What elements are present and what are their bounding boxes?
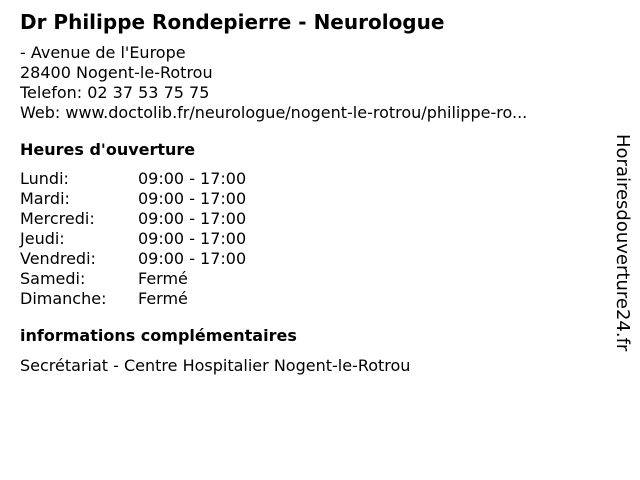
additional-info-heading: informations complémentaires: [20, 326, 297, 345]
page-title: Dr Philippe Rondepierre - Neurologue: [20, 10, 445, 34]
day-label: Dimanche:: [20, 289, 107, 308]
hours-row-monday: [20, 169, 600, 189]
opening-hours-heading: Heures d'ouverture: [20, 140, 196, 159]
time-value: Fermé: [138, 289, 188, 308]
hours-row-friday: [20, 249, 600, 269]
day-label: Mardi:: [20, 189, 70, 208]
hours-row-thursday: [20, 229, 600, 249]
time-value: Fermé: [138, 269, 188, 288]
hours-row-tuesday: [20, 189, 600, 209]
hours-row-wednesday: [20, 209, 600, 229]
day-label: Samedi:: [20, 269, 86, 288]
time-value: 09:00 - 17:00: [138, 169, 247, 188]
time-value: 09:00 - 17:00: [138, 249, 247, 268]
day-label: Vendredi:: [20, 249, 96, 268]
opening-hours-table: [20, 169, 600, 309]
time-value: 09:00 - 17:00: [138, 189, 247, 208]
city-postal-code: 28400 Nogent-le-Rotrou: [20, 63, 213, 82]
phone-number: Telefon: 02 37 53 75 75: [20, 83, 210, 102]
contact-details: [20, 43, 600, 123]
listing-card: [20, 8, 600, 376]
time-value: 09:00 - 17:00: [138, 209, 247, 228]
day-label: Jeudi:: [20, 229, 65, 248]
hours-row-sunday: [20, 289, 600, 309]
website-link[interactable]: Web: www.doctolib.fr/neurologue/nogent-le-rotrou/philippe-ro...: [20, 103, 528, 122]
street-address: - Avenue de l'Europe: [20, 43, 186, 62]
hours-row-saturday: [20, 269, 600, 289]
day-label: Mercredi:: [20, 209, 95, 228]
additional-info-text: Secrétariat - Centre Hospitalier Nogent-le-Rotrou: [20, 356, 411, 375]
site-watermark: Horairesdouverture24.fr: [612, 134, 633, 352]
time-value: 09:00 - 17:00: [138, 229, 247, 248]
day-label: Lundi:: [20, 169, 69, 188]
